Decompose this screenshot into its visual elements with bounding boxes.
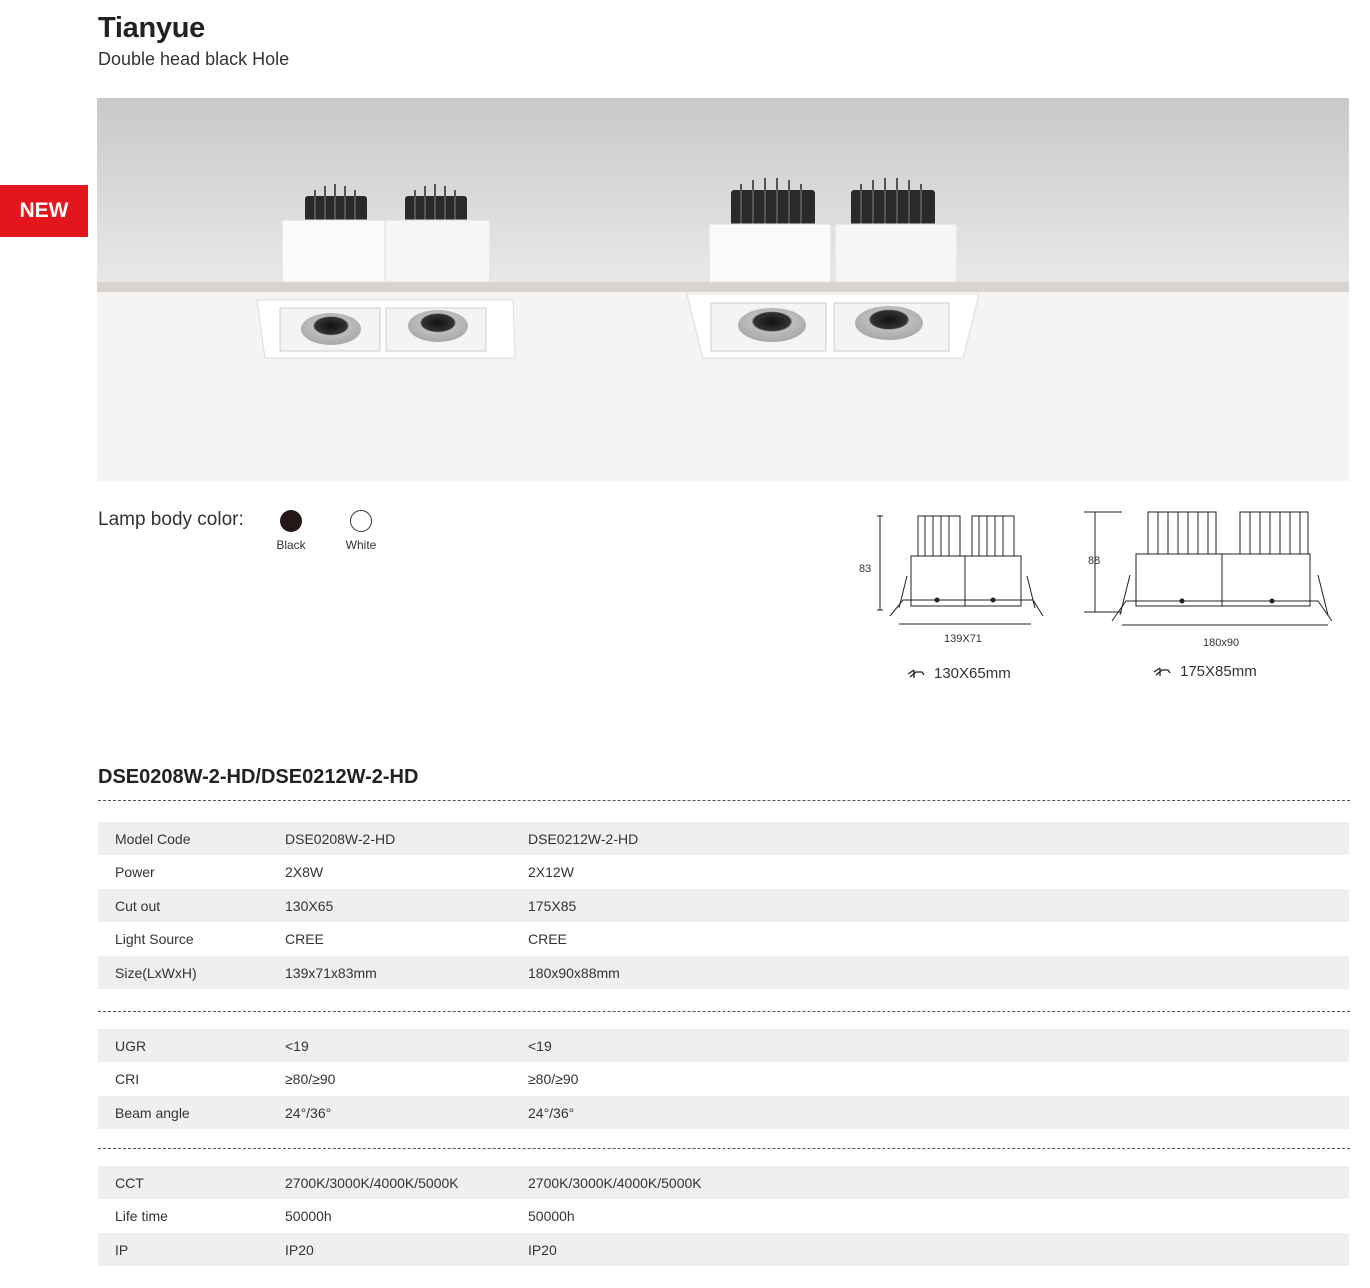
page-subtitle: Double head black Hole	[98, 49, 290, 69]
spec-label: Beam angle	[115, 1104, 190, 1121]
spec-row	[98, 922, 1349, 955]
spec-value-b: 175X85	[528, 897, 577, 914]
spec-label: Model Code	[115, 830, 191, 847]
spec-value-b: DSE0212W-2-HD	[528, 830, 639, 847]
spec-row	[98, 1166, 1349, 1199]
white-color-swatch	[350, 510, 372, 532]
section-divider	[98, 800, 1350, 801]
spec-value-a: ≥80/≥90	[285, 1070, 336, 1087]
spec-row	[98, 1233, 1349, 1266]
spec-value-a: 24°/36°	[285, 1104, 332, 1121]
spec-value-a: 2700K/3000K/4000K/5000K	[285, 1174, 459, 1191]
spec-label: Life time	[115, 1207, 168, 1224]
spec-value-a: CREE	[285, 930, 324, 947]
spec-value-b: 24°/36°	[528, 1104, 575, 1121]
spec-row	[98, 889, 1349, 922]
spec-row	[98, 1199, 1349, 1232]
large-lamp-dimension-diagram	[1082, 505, 1350, 658]
section-divider	[98, 1148, 1350, 1149]
section-divider	[98, 1011, 1350, 1012]
spec-value-b: IP20	[528, 1241, 557, 1258]
page-title: Tianyue	[98, 12, 205, 44]
spec-row	[98, 1062, 1349, 1095]
spec-value-a: 2X8W	[285, 863, 324, 880]
spec-row	[98, 956, 1349, 989]
small-size-label: 139X71	[944, 633, 982, 645]
new-badge: NEW	[0, 185, 88, 237]
spec-label: UGR	[115, 1037, 147, 1054]
large-cutout-value: 175X85mm	[1180, 663, 1257, 680]
spec-label: IP	[115, 1241, 129, 1258]
spec-value-b: 50000h	[528, 1207, 575, 1224]
spec-value-b: CREE	[528, 930, 567, 947]
spec-row	[98, 822, 1349, 855]
spec-value-a: 139x71x83mm	[285, 964, 377, 981]
small-cutout-value: 130X65mm	[934, 665, 1011, 682]
cutout-icon	[1152, 666, 1172, 678]
spec-value-b: <19	[528, 1037, 552, 1054]
small-lamp-dimension-diagram	[855, 508, 1055, 658]
spec-value-b: 2X12W	[528, 863, 574, 880]
black-color-swatch	[280, 510, 302, 532]
product-hero-image	[97, 98, 1349, 481]
spec-value-b: ≥80/≥90	[528, 1070, 579, 1087]
model-title: DSE0208W-2-HD/DSE0212W-2-HD	[98, 766, 419, 788]
spec-value-a: 50000h	[285, 1207, 332, 1224]
spec-row	[98, 1029, 1349, 1062]
spec-label: Cut out	[115, 897, 161, 914]
spec-value-a: 130X65	[285, 897, 334, 914]
large-cutout	[1152, 663, 1257, 680]
spec-label: Size(LxWxH)	[115, 964, 197, 981]
cutout-icon	[906, 668, 926, 680]
white-swatch-label: White	[345, 538, 377, 552]
black-swatch-label: Black	[276, 538, 306, 552]
spec-label: CCT	[115, 1174, 144, 1191]
spec-label: Light Source	[115, 930, 194, 947]
spec-value-a: DSE0208W-2-HD	[285, 830, 396, 847]
spec-label: CRI	[115, 1070, 140, 1087]
small-cutout	[906, 665, 1011, 682]
small-height-label: 83	[859, 563, 872, 575]
large-height-label: 88	[1088, 555, 1101, 567]
spec-row	[98, 855, 1349, 888]
spec-value-a: <19	[285, 1037, 309, 1054]
lamp-color-label: Lamp body color:	[98, 509, 244, 530]
spec-value-b: 180x90x88mm	[528, 964, 620, 981]
spec-label: Power	[115, 863, 155, 880]
large-size-label: 180x90	[1203, 637, 1240, 649]
spec-value-b: 2700K/3000K/4000K/5000K	[528, 1174, 702, 1191]
spec-row	[98, 1096, 1349, 1129]
spec-value-a: IP20	[285, 1241, 314, 1258]
